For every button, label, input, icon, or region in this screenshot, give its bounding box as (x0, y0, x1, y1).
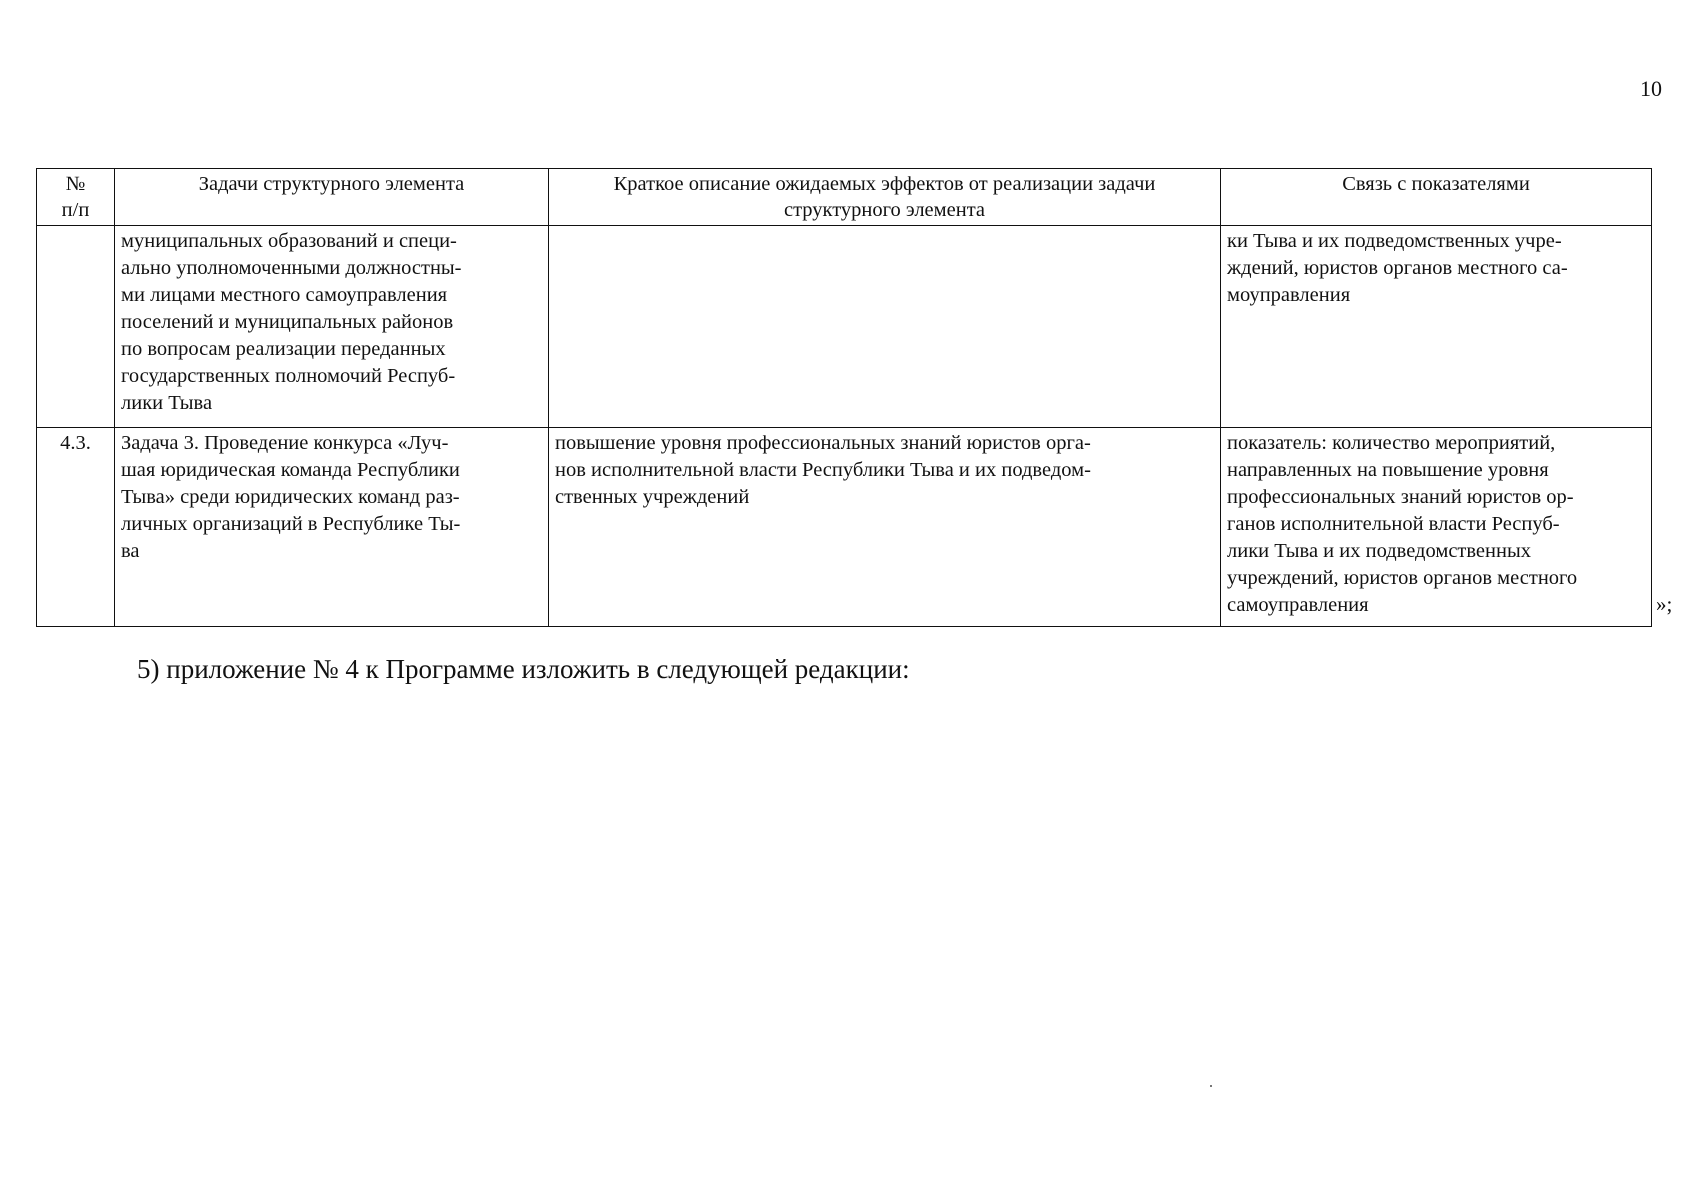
instruction-paragraph: 5) приложение № 4 к Программе изложить в следующей редакции: (137, 654, 910, 684)
closing-quote: »; (1656, 592, 1673, 616)
table-row (37, 428, 1652, 627)
cell-effect: повышение уровня профессиональных знаний юристов орга- нов исполнительной власти Республики Тыва и их подведом- ственных учреждений (549, 428, 1221, 627)
cell-link: ки Тыва и их подведомственных учре- ждений, юристов органов местного са- моуправления (1221, 226, 1652, 428)
table-header-row (37, 169, 1652, 226)
cell-task: муниципальных образований и специ- ально уполномоченными должностны- ми лицами местного самоуправления поселений и муниципальных районов по вопросам реализации переданных государственных полномочий Респуб- лики Тыва (115, 226, 549, 428)
cell-num: 4.3. (37, 428, 115, 627)
scan-speck (1210, 1085, 1212, 1087)
header-num: № п/п (37, 169, 115, 226)
table-row (37, 226, 1652, 428)
program-table (36, 168, 1652, 627)
header-task: Задачи структурного элемента (115, 169, 549, 226)
header-effect: Краткое описание ожидаемых эффектов от реализации задачи структурного элемента (549, 169, 1221, 226)
cell-effect (549, 226, 1221, 428)
cell-link: показатель: количество мероприятий, направленных на повышение уровня профессиональных знаний юристов ор- ганов исполнительной власти Респуб- лики Тыва и их подведомственных учреждений, юристов органов местного самоуправления (1221, 428, 1652, 627)
header-link: Связь с показателями (1221, 169, 1652, 226)
cell-num (37, 226, 115, 428)
page-number: 10 (1640, 76, 1662, 101)
cell-task: Задача 3. Проведение конкурса «Луч- шая юридическая команда Республики Тыва» среди юридических команд раз- личных организаций в Республике Ты- ва (115, 428, 549, 627)
